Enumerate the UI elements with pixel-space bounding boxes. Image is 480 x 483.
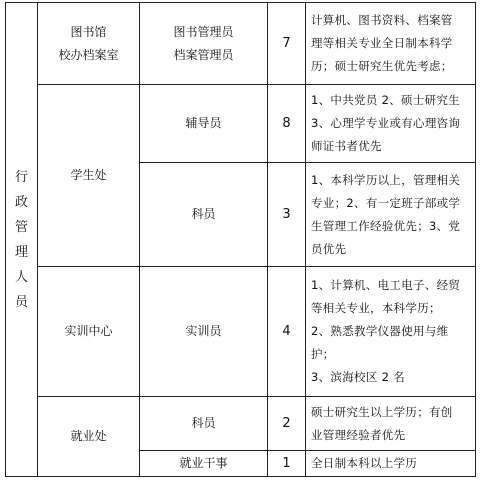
- position-line: 档案管理员: [173, 47, 234, 62]
- requirement-cell: [306, 267, 476, 397]
- requirement-line: 业管理经验者优先: [311, 427, 406, 442]
- requirement-cell: 全日制本科以上学历: [306, 451, 476, 477]
- requirement-line: 计算机、图书资料、档案管: [311, 13, 453, 27]
- position-cell: 科员: [140, 163, 268, 267]
- requirement-line: 护；: [311, 347, 335, 361]
- count-cell: 8: [268, 85, 306, 163]
- category-char: 政: [14, 194, 28, 210]
- requirement-line: 生管理工作经验优先；3、党: [311, 218, 461, 233]
- dept-cell: [38, 3, 140, 85]
- dept-cell: 学生处: [38, 85, 140, 267]
- category-char: 理: [14, 244, 28, 260]
- requirement-cell: [306, 3, 476, 85]
- requirement-line: 员优先: [311, 241, 347, 256]
- requirement-cell: [306, 85, 476, 163]
- table-row: [6, 3, 476, 85]
- dept-cell: 就业处: [38, 397, 140, 477]
- position-cell: 就业干事: [140, 451, 268, 477]
- count-cell: 2: [268, 397, 306, 451]
- requirement-line: 3、滨海校区 2 名: [311, 370, 405, 384]
- category-char: 员: [14, 294, 28, 310]
- requirement-line: 历；硕士研究生优先考虑；: [311, 59, 453, 73]
- table-row: [6, 267, 476, 397]
- category-char: 管: [14, 219, 28, 235]
- position-cell: 实训员: [140, 267, 268, 397]
- dept-line: 校办档案室: [58, 47, 119, 62]
- requirement-line: 专业；2、有一定班子部或学: [311, 195, 461, 210]
- requirement-line: 1、中共党员 2、硕士研究生: [311, 93, 460, 107]
- requirement-cell: [306, 397, 476, 451]
- position-cell: [140, 3, 268, 85]
- dept-cell: 实训中心: [38, 267, 140, 397]
- category-char: 人: [14, 269, 28, 285]
- requirement-line: 等相关专业，本科学历；: [311, 301, 441, 315]
- requirement-line: 3、心理学专业或有心理咨询: [311, 116, 461, 130]
- requirement-cell: [306, 163, 476, 267]
- table-row: [6, 85, 476, 163]
- dept-line: 图书馆: [70, 24, 107, 39]
- requirement-line: 师证书者优先: [311, 139, 382, 153]
- count-cell: 7: [268, 3, 306, 85]
- table-row: [6, 397, 476, 451]
- category-cell: [6, 3, 38, 477]
- recruitment-table: [5, 2, 476, 477]
- requirement-line: 1、本科学历以上，管理相关: [311, 172, 461, 187]
- count-cell: 3: [268, 163, 306, 267]
- position-line: 图书管理员: [173, 24, 234, 39]
- position-cell: 科员: [140, 397, 268, 451]
- count-cell: 1: [268, 451, 306, 477]
- position-cell: 辅导员: [140, 85, 268, 163]
- requirement-line: 1、计算机、电工电子、经贸: [311, 278, 461, 292]
- category-char: 行: [14, 169, 28, 185]
- count-cell: 4: [268, 267, 306, 397]
- requirement-line: 2、熟悉教学仪器使用与维: [311, 324, 449, 338]
- requirement-line: 理等相关专业全日制本科学: [311, 36, 453, 50]
- requirement-line: 硕士研究生以上学历；有创: [311, 404, 453, 419]
